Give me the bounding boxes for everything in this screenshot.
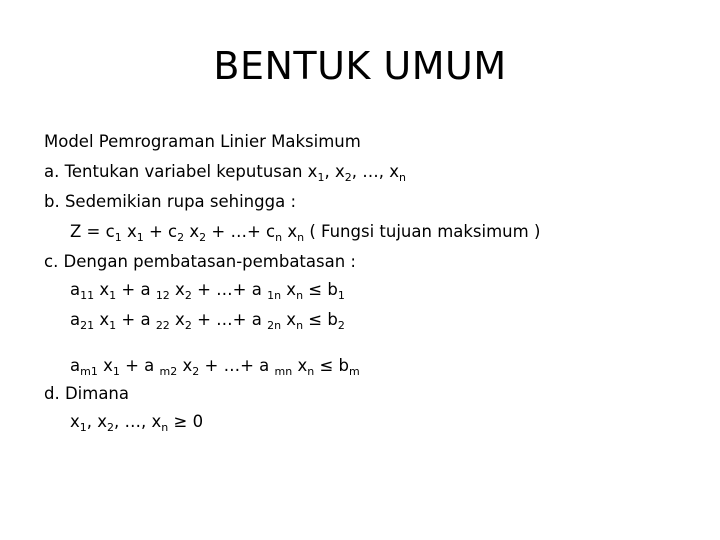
item-a: a. Tentukan variabel keputusan $x_1$, $x_2$, …, $x_n$ (44, 162, 406, 184)
model-heading: Model Pemrograman Linier Maksimum (44, 132, 361, 151)
objective-function: $Z = c_1$ $x_1 + c_2$ $x_2$ + …+ $c_n$ $x_n$ ( Fungsi tujuan maksimum ) (70, 222, 541, 244)
constraint-row-2: $a_{21}$ $x_1 + a$ $_{22}$ $x_2$ + …+ a $_{2n}$ $x_n \le b_2$ (70, 310, 345, 332)
constraint-row-1: $a_{11}$ $x_1 + a$ $_{12}$ $x_2$ + …+ a $_{1n}$ $x_n \le b_1$ (70, 280, 345, 302)
slide-title: BENTUK UMUM (213, 44, 507, 88)
nonnegativity-row: $x_1$, $x_2$, …, $x_n \ge 0$ (70, 412, 204, 434)
item-c: c. Dengan pembatasan-pembatasan : (44, 252, 356, 271)
item-d: d. Dimana (44, 384, 130, 403)
constraint-row-m: $a_{m1}$ $x_1 + a$ $_{m2}$ $x_2$ + …+ a $_{mn}$ $x_n \le b_m$ (70, 356, 360, 378)
item-b: b. Sedemikian rupa sehingga : (44, 192, 297, 211)
